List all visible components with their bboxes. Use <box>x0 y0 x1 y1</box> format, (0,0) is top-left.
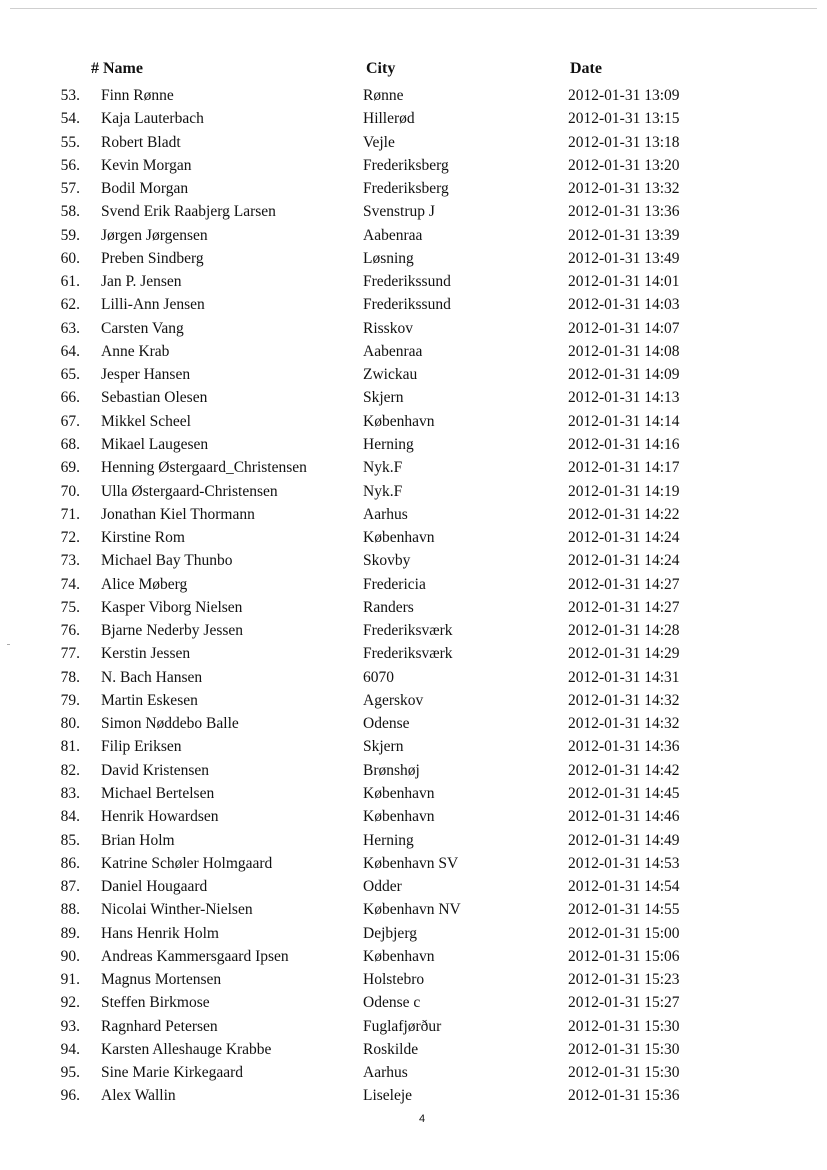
row-number: 58. <box>60 203 80 221</box>
row-name: Ulla Østergaard-Christensen <box>101 482 278 500</box>
row-number: 59. <box>60 226 80 244</box>
row-date: 2012-01-31 14:16 <box>568 435 680 453</box>
row-number: 79. <box>60 691 80 709</box>
row-date: 2012-01-31 14:09 <box>568 366 680 384</box>
table-row <box>0 131 827 154</box>
row-date: 2012-01-31 13:36 <box>568 203 680 221</box>
table-row <box>0 433 827 456</box>
row-number: 90. <box>60 947 80 965</box>
row-name: Henrik Howardsen <box>101 808 219 826</box>
table-row <box>0 573 827 596</box>
row-city: København <box>363 808 435 826</box>
row-number: 85. <box>60 831 80 849</box>
row-date: 2012-01-31 13:15 <box>568 110 680 128</box>
table-row <box>0 596 827 619</box>
row-name: Kerstin Jessen <box>101 645 191 663</box>
row-city: Brønshøj <box>363 761 420 779</box>
row-city: Vejle <box>363 133 395 151</box>
row-name: Karsten Alleshauge Krabbe <box>101 1040 272 1058</box>
row-number: 69. <box>60 459 80 477</box>
row-city: Frederiksværk <box>363 645 453 663</box>
row-date: 2012-01-31 14:49 <box>568 831 680 849</box>
row-name: Steffen Birkmose <box>101 994 210 1012</box>
row-name: Martin Eskesen <box>101 691 198 709</box>
row-city: Nyk.F <box>363 459 403 477</box>
row-date: 2012-01-31 13:32 <box>568 180 680 198</box>
table-row <box>0 247 827 270</box>
row-date: 2012-01-31 13:09 <box>568 87 680 104</box>
row-number: 63. <box>60 319 80 337</box>
table-row <box>0 689 827 712</box>
table-row <box>0 829 827 852</box>
row-city: Risskov <box>363 319 413 337</box>
row-date: 2012-01-31 14:29 <box>568 645 680 663</box>
row-number: 86. <box>60 854 80 872</box>
top-rule <box>10 8 817 9</box>
row-city: 6070 <box>363 668 394 686</box>
row-name: Jørgen Jørgensen <box>101 226 208 244</box>
row-city: Fuglafjørður <box>363 1017 442 1035</box>
row-name: Hans Henrik Holm <box>101 924 219 942</box>
table-row <box>0 759 827 782</box>
row-city: Randers <box>363 598 414 616</box>
row-date: 2012-01-31 15:23 <box>568 971 680 989</box>
table-row <box>0 200 827 223</box>
row-date: 2012-01-31 15:06 <box>568 947 680 965</box>
row-date: 2012-01-31 14:22 <box>568 505 680 523</box>
row-name: Bodil Morgan <box>101 180 189 198</box>
header-city: City <box>366 60 396 77</box>
row-name: Preben Sindberg <box>101 249 204 267</box>
row-name: Brian Holm <box>101 831 175 849</box>
row-date: 2012-01-31 14:31 <box>568 668 680 686</box>
row-city: Roskilde <box>363 1040 419 1058</box>
row-name: Henning Østergaard_Christensen <box>101 459 307 477</box>
row-date: 2012-01-31 14:32 <box>568 691 680 709</box>
table-row <box>0 177 827 200</box>
row-name: Kirstine Rom <box>101 529 185 547</box>
row-number: 87. <box>60 878 80 896</box>
row-city: Frederiksberg <box>363 180 449 198</box>
table-row <box>0 340 827 363</box>
row-number: 82. <box>60 761 80 779</box>
table-row <box>0 456 827 479</box>
table-row <box>0 293 827 316</box>
table-row <box>0 619 827 642</box>
row-city: Fredericia <box>363 575 426 593</box>
row-city: Agerskov <box>363 691 424 709</box>
row-city: Dejbjerg <box>363 924 417 942</box>
row-date: 2012-01-31 14:19 <box>568 482 680 500</box>
table-row <box>0 968 827 991</box>
row-city: Skovby <box>363 552 411 570</box>
table-row <box>0 735 827 758</box>
row-number: 70. <box>60 482 80 500</box>
row-city: Herning <box>363 831 414 849</box>
row-date: 2012-01-31 13:18 <box>568 133 680 151</box>
row-name: Anne Krab <box>101 342 170 360</box>
table-row <box>0 107 827 130</box>
table-row <box>0 480 827 503</box>
row-name: Alex Wallin <box>101 1087 176 1105</box>
row-date: 2012-01-31 14:03 <box>568 296 680 314</box>
row-number: 54. <box>60 110 80 128</box>
row-date: 2012-01-31 14:28 <box>568 622 680 640</box>
row-city: Zwickau <box>363 366 418 384</box>
row-number: 95. <box>60 1064 80 1082</box>
row-city: Holstebro <box>363 971 425 989</box>
table-row <box>0 1038 827 1061</box>
row-number: 55. <box>60 133 80 151</box>
row-number: 93. <box>60 1017 80 1035</box>
row-name: Simon Nøddebo Balle <box>101 715 239 733</box>
row-date: 2012-01-31 14:54 <box>568 878 680 896</box>
row-name: Robert Bladt <box>101 133 181 151</box>
row-city: Nyk.F <box>363 482 403 500</box>
row-city: Odder <box>363 878 402 896</box>
table-row <box>0 317 827 340</box>
table-header <box>0 60 827 82</box>
row-name: Kevin Morgan <box>101 156 192 174</box>
row-name: Alice Møberg <box>101 575 188 593</box>
row-city: Frederiksberg <box>363 156 449 174</box>
row-number: 73. <box>60 552 80 570</box>
row-name: Katrine Schøler Holmgaard <box>101 854 273 872</box>
table-row <box>0 1015 827 1038</box>
row-number: 68. <box>60 435 80 453</box>
row-name: Jan P. Jensen <box>101 273 182 291</box>
row-number: 83. <box>60 784 80 802</box>
row-city: Liseleje <box>363 1087 413 1105</box>
row-name: Daniel Hougaard <box>101 878 208 896</box>
row-name: David Kristensen <box>101 761 210 779</box>
table-row <box>0 852 827 875</box>
row-city: København NV <box>363 901 461 919</box>
row-date: 2012-01-31 14:55 <box>568 901 680 919</box>
row-city: Svenstrup J <box>363 203 435 221</box>
row-city: Skjern <box>363 738 404 756</box>
row-number: 84. <box>60 808 80 826</box>
row-name: Sebastian Olesen <box>101 389 208 407</box>
row-number: 62. <box>60 296 80 314</box>
row-number: 67. <box>60 412 80 430</box>
row-name: Mikael Laugesen <box>101 435 209 453</box>
row-name: Jesper Hansen <box>101 366 191 384</box>
row-date: 2012-01-31 14:01 <box>568 273 680 291</box>
row-number: 81. <box>60 738 80 756</box>
row-date: 2012-01-31 14:13 <box>568 389 680 407</box>
row-city: Løsning <box>363 249 414 267</box>
row-name: Andreas Kammersgaard Ipsen <box>101 947 289 965</box>
table-row <box>0 503 827 526</box>
row-date: 2012-01-31 15:30 <box>568 1064 680 1082</box>
row-number: 57. <box>60 180 80 198</box>
row-date: 2012-01-31 14:36 <box>568 738 680 756</box>
row-city: Aarhus <box>363 505 408 523</box>
row-name: Nicolai Winther-Nielsen <box>101 901 253 919</box>
row-number: 56. <box>60 156 80 174</box>
row-city: København <box>363 529 435 547</box>
row-number: 88. <box>60 901 80 919</box>
signature-list <box>0 84 827 1108</box>
row-date: 2012-01-31 15:27 <box>568 994 680 1012</box>
row-city: København <box>363 412 435 430</box>
row-name: Kaja Lauterbach <box>101 110 204 128</box>
table-row <box>0 1061 827 1084</box>
row-name: Carsten Vang <box>101 319 184 337</box>
row-number: 92. <box>60 994 80 1012</box>
row-city: Herning <box>363 435 414 453</box>
row-date: 2012-01-31 14:42 <box>568 761 680 779</box>
row-number: 77. <box>60 645 80 663</box>
table-row <box>0 363 827 386</box>
row-city: Hillerød <box>363 110 415 128</box>
row-date: 2012-01-31 14:27 <box>568 575 680 593</box>
row-number: 94. <box>60 1040 80 1058</box>
row-city: Aarhus <box>363 1064 408 1082</box>
row-date: 2012-01-31 15:00 <box>568 924 680 942</box>
table-row <box>0 410 827 433</box>
header-date: Date <box>570 60 602 77</box>
row-city: København SV <box>363 854 459 872</box>
row-number: 61. <box>60 273 80 291</box>
row-name: Finn Rønne <box>101 87 174 104</box>
row-date: 2012-01-31 13:49 <box>568 249 680 267</box>
table-row <box>0 224 827 247</box>
row-number: 74. <box>60 575 80 593</box>
table-row <box>0 666 827 689</box>
row-number: 71. <box>60 505 80 523</box>
row-name: Jonathan Kiel Thormann <box>101 505 255 523</box>
row-date: 2012-01-31 14:46 <box>568 808 680 826</box>
row-city: Frederiksværk <box>363 622 453 640</box>
table-row <box>0 526 827 549</box>
row-city: Frederikssund <box>363 296 451 314</box>
row-name: Michael Bertelsen <box>101 784 215 802</box>
row-city: Aabenraa <box>363 226 423 244</box>
page-number: 4 <box>418 1113 426 1125</box>
row-name: Filip Eriksen <box>101 738 182 756</box>
table-row <box>0 922 827 945</box>
header-num-name: # Name <box>91 60 143 77</box>
row-city: Odense c <box>363 994 421 1012</box>
row-number: 60. <box>60 249 80 267</box>
row-number: 53. <box>60 87 80 104</box>
row-date: 2012-01-31 14:27 <box>568 598 680 616</box>
row-number: 96. <box>60 1087 80 1105</box>
table-row <box>0 154 827 177</box>
row-name: Magnus Mortensen <box>101 971 222 989</box>
row-date: 2012-01-31 14:53 <box>568 854 680 872</box>
row-date: 2012-01-31 14:24 <box>568 529 680 547</box>
row-name: Ragnhard Petersen <box>101 1017 218 1035</box>
row-name: N. Bach Hansen <box>101 668 203 686</box>
row-name: Svend Erik Raabjerg Larsen <box>101 203 276 221</box>
row-date: 2012-01-31 14:07 <box>568 319 680 337</box>
row-date: 2012-01-31 15:36 <box>568 1087 680 1105</box>
row-number: 64. <box>60 342 80 360</box>
row-date: 2012-01-31 13:20 <box>568 156 680 174</box>
row-name: Bjarne Nederby Jessen <box>101 622 244 640</box>
table-row <box>0 945 827 968</box>
row-city: København <box>363 784 435 802</box>
row-date: 2012-01-31 15:30 <box>568 1017 680 1035</box>
row-city: Skjern <box>363 389 404 407</box>
row-name: Sine Marie Kirkegaard <box>101 1064 244 1082</box>
table-row <box>0 270 827 293</box>
row-number: 91. <box>60 971 80 989</box>
row-date: 2012-01-31 14:17 <box>568 459 680 477</box>
row-city: Rønne <box>363 87 404 104</box>
row-date: 2012-01-31 15:30 <box>568 1040 680 1058</box>
row-number: 76. <box>60 622 80 640</box>
table-row <box>0 782 827 805</box>
table-row <box>0 386 827 409</box>
row-number: 65. <box>60 366 80 384</box>
row-date: 2012-01-31 14:08 <box>568 342 680 360</box>
table-row <box>0 875 827 898</box>
row-date: 2012-01-31 14:24 <box>568 552 680 570</box>
row-city: Odense <box>363 715 410 733</box>
row-date: 2012-01-31 14:45 <box>568 784 680 802</box>
row-city: Frederikssund <box>363 273 451 291</box>
row-name: Kasper Viborg Nielsen <box>101 598 243 616</box>
table-row <box>0 642 827 665</box>
row-number: 66. <box>60 389 80 407</box>
row-number: 78. <box>60 668 80 686</box>
table-row <box>0 805 827 828</box>
row-name: Michael Bay Thunbo <box>101 552 233 570</box>
table-row <box>0 1084 827 1107</box>
table-row <box>0 84 827 107</box>
table-row <box>0 991 827 1014</box>
row-number: 89. <box>60 924 80 942</box>
table-row <box>0 712 827 735</box>
row-name: Mikkel Scheel <box>101 412 191 430</box>
row-date: 2012-01-31 14:14 <box>568 412 680 430</box>
table-row <box>0 549 827 572</box>
row-name: Lilli-Ann Jensen <box>101 296 205 314</box>
row-date: 2012-01-31 13:39 <box>568 226 680 244</box>
table-row <box>0 898 827 921</box>
row-number: 72. <box>60 529 80 547</box>
row-number: 80. <box>60 715 80 733</box>
row-number: 75. <box>60 598 80 616</box>
row-city: Aabenraa <box>363 342 423 360</box>
row-city: København <box>363 947 435 965</box>
row-date: 2012-01-31 14:32 <box>568 715 680 733</box>
